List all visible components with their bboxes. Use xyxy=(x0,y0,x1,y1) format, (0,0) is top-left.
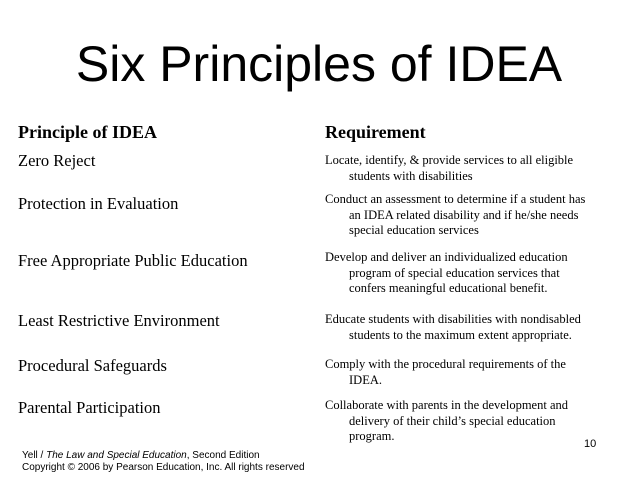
footer-author: Yell / xyxy=(22,450,47,461)
requirement-line: Develop and deliver an individualized education xyxy=(325,250,568,264)
requirement-line: program. xyxy=(349,429,395,443)
footer-book-title: The Law and Special Education xyxy=(46,450,187,461)
requirement-line: Comply with the procedural requirements of the xyxy=(325,357,566,371)
requirement-line: students with disabilities xyxy=(349,168,473,183)
requirement-line: Locate, identify, & provide services to all eligible xyxy=(325,153,574,167)
requirement-line: confers meaningful educational benefit. xyxy=(349,281,548,295)
footer-citation xyxy=(22,450,260,462)
requirement-line: special education services xyxy=(349,223,479,237)
principle-column-header: Principle of IDEA xyxy=(18,122,157,142)
requirement-line: program of special education services that xyxy=(349,265,560,280)
principle-least-restrictive-environment: Least Restrictive Environment xyxy=(18,311,220,330)
page-number: 10 xyxy=(584,438,597,450)
requirement-procedural-safeguards xyxy=(325,357,625,388)
requirement-line: Conduct an assessment to determine if a student has xyxy=(325,192,586,206)
footer-edition: , Second Edition xyxy=(186,450,260,461)
requirement-protection-in-evaluation xyxy=(325,192,625,239)
requirement-line: Collaborate with parents in the development and xyxy=(325,398,568,412)
requirement-line: delivery of their child’s special education xyxy=(349,413,556,428)
slide-title: Six Principles of IDEA xyxy=(75,36,563,92)
principle-procedural-safeguards: Procedural Safeguards xyxy=(18,356,167,375)
requirement-line: Educate students with disabilities with nondisabled xyxy=(325,312,581,326)
requirement-line: students to the maximum extent appropriate. xyxy=(349,327,572,342)
footer-copyright: Copyright © 2006 by Pearson Education, Inc. All rights reserved xyxy=(22,462,305,473)
requirement-least-restrictive-environment xyxy=(325,312,625,343)
requirement-parental-participation xyxy=(325,398,625,445)
principle-zero-reject: Zero Reject xyxy=(18,151,96,170)
principle-protection-in-evaluation: Protection in Evaluation xyxy=(18,194,179,213)
requirement-line: an IDEA related disability and if he/she needs xyxy=(349,207,579,222)
requirement-free-appropriate-public-education xyxy=(325,250,625,297)
requirement-column-header: Requirement xyxy=(325,122,426,142)
requirement-zero-reject xyxy=(325,153,625,184)
principle-parental-participation: Parental Participation xyxy=(18,398,161,417)
principle-free-appropriate-public-education: Free Appropriate Public Education xyxy=(18,251,248,270)
requirement-line: IDEA. xyxy=(349,372,382,387)
